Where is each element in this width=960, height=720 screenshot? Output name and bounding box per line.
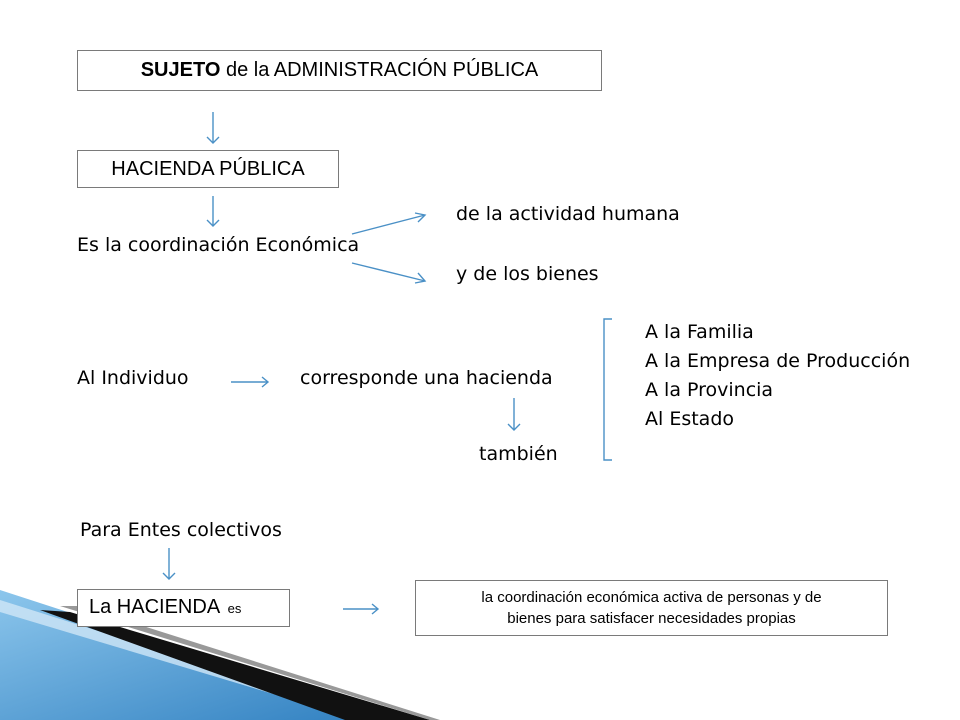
list-item-familia: A la Familia bbox=[645, 321, 754, 343]
down-arrow-tambien bbox=[508, 398, 520, 430]
y-de-los-bienes-text: y de los bienes bbox=[456, 263, 599, 285]
la-hacienda-label: La HACIENDA bbox=[89, 596, 220, 618]
sujeto-rest: de la ADMINISTRACIÓN PÚBLICA bbox=[220, 59, 539, 81]
right-arrow-definition bbox=[343, 604, 378, 614]
list-item-empresa: A la Empresa de Producción bbox=[645, 350, 911, 372]
sujeto-bold: SUJETO bbox=[140, 59, 221, 81]
down-right-arrow bbox=[352, 263, 425, 283]
down-arrow-entes bbox=[163, 548, 175, 579]
right-arrow-individuo bbox=[231, 377, 268, 387]
corresponde-text: corresponde una hacienda bbox=[300, 367, 553, 389]
de-la-actividad-text: de la actividad humana bbox=[456, 203, 680, 225]
definition-line-1: la coordinación económica activa de personas y de bbox=[481, 589, 822, 606]
definition-line-2: bienes para satisfacer necesidades propias bbox=[507, 610, 796, 627]
es-la-coordinacion-text: Es la coordinación Económica bbox=[77, 234, 360, 256]
down-arrow-1 bbox=[207, 112, 219, 143]
list-bracket bbox=[604, 319, 612, 460]
down-arrow-2 bbox=[207, 196, 219, 226]
para-entes-text: Para Entes colectivos bbox=[80, 519, 282, 541]
up-right-arrow bbox=[352, 213, 425, 234]
al-individuo-text: Al Individuo bbox=[77, 367, 189, 389]
list-item-provincia: A la Provincia bbox=[645, 379, 774, 401]
hacienda-publica-label: HACIENDA PÚBLICA bbox=[111, 158, 305, 180]
tambien-text: también bbox=[479, 443, 558, 465]
list-item-estado: Al Estado bbox=[645, 408, 734, 430]
la-hacienda-es: es bbox=[227, 601, 242, 616]
